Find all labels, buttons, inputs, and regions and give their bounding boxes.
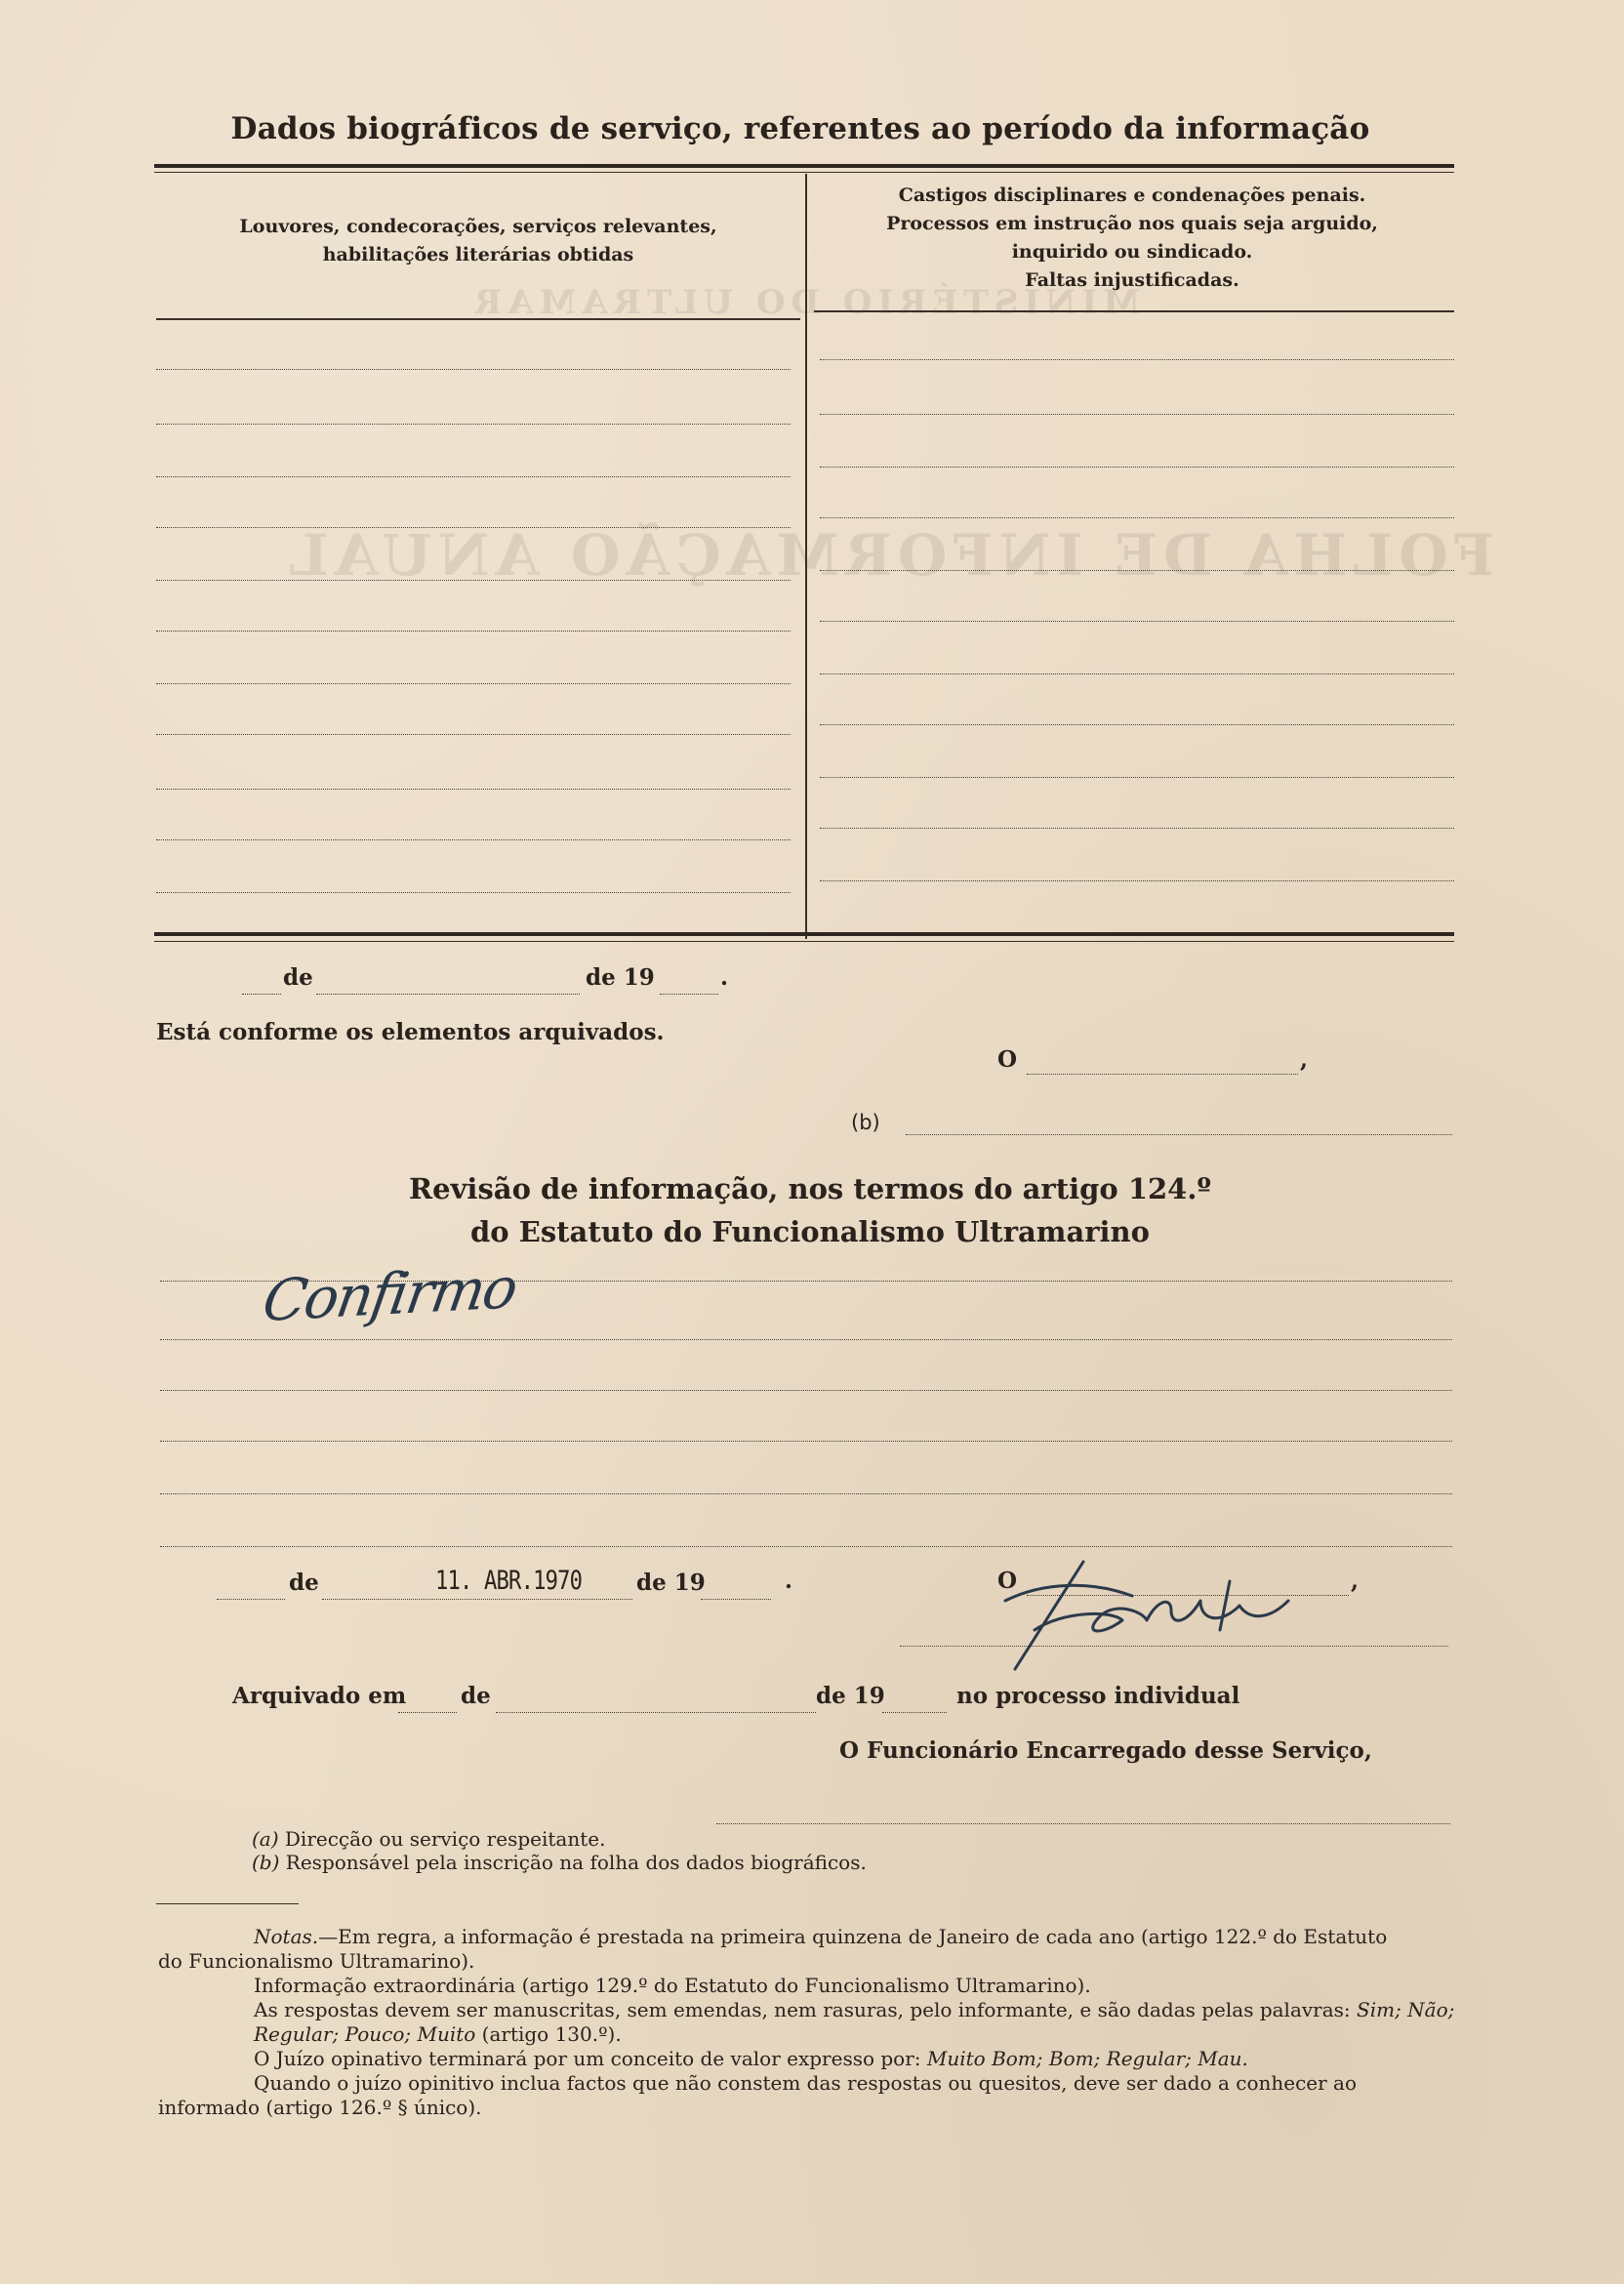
responsible-field[interactable]: [906, 1134, 1452, 1135]
de-19-label: de 19: [586, 964, 655, 991]
day-field-2[interactable]: [217, 1599, 285, 1600]
title-rule: [154, 164, 1454, 168]
de-label: de: [283, 964, 313, 991]
conforme-text: Está conforme os elementos arquivados.: [156, 1019, 665, 1045]
right-column-header: Castigos disciplinares e condenações penais. Processos em instrução nos quais seja arguido, inquirido ou sindicado. Faltas injustificadas.: [886, 184, 1378, 291]
signatory-prefix-1: O: [997, 1046, 1018, 1073]
year-field-1[interactable]: [660, 994, 718, 995]
comma: ,: [1300, 1046, 1309, 1073]
revision-title: Revisão de informação, nos termos do artigo 124.º do Estatuto do Funcionalismo Ultramarino: [409, 1172, 1211, 1248]
archive-month-field[interactable]: [496, 1712, 816, 1713]
period-2: .: [785, 1568, 793, 1594]
de-19-label-2: de 19: [636, 1570, 706, 1596]
right-entry-line[interactable]: [820, 621, 1454, 622]
notes-block: Notas.—Em regra, a informação é prestada na primeira quinzena de Janeiro de cada ano (artigo 122.º do Estatuto do Funcionalismo Ultramarino). Informação extraordinária (artigo 129.º do Estatuto do Funcionalismo Ultramarino). As respostas devem ser manuscritas, sem emendas, nem rasuras, pelo informante, e são dadas pelas palavras: Sim; Não; Regular; Pouco; Muito (artigo 130.º). O Juízo opinativo terminará por um conceito de valor expresso por: Muito Bom; Bom; Regular; Mau. Quando o juízo opinitivo inclua factos que não constem das respostas ou quesitos, deve ser dado a conhecer ao informado (artigo 126.º § único).: [158, 1925, 1455, 2119]
revision-entry-line[interactable]: [160, 1339, 1452, 1340]
left-entry-line[interactable]: [156, 369, 791, 370]
left-header-rule: [156, 318, 800, 320]
left-entry-line[interactable]: [156, 683, 791, 684]
left-entry-line[interactable]: [156, 527, 791, 528]
footnote-a: (a) Direcção ou serviço respeitante.: [252, 1827, 606, 1851]
right-entry-line[interactable]: [820, 777, 1454, 778]
right-entry-line[interactable]: [820, 359, 1454, 360]
comma-2: ,: [1351, 1568, 1360, 1594]
right-entry-line[interactable]: [820, 517, 1454, 518]
period: .: [720, 964, 729, 991]
marker-b: (b): [851, 1111, 880, 1134]
left-entry-line[interactable]: [156, 424, 791, 425]
table-bottom-rule: [154, 932, 1454, 936]
de-label-2: de: [289, 1570, 319, 1596]
funcionario-signature-line[interactable]: [716, 1823, 1450, 1824]
signatory-field-1[interactable]: [1027, 1074, 1298, 1075]
show-through-text: FOLHA DE INFORMAÇÃO ANUAL: [283, 522, 1494, 589]
right-entry-line[interactable]: [820, 414, 1454, 415]
revision-entry-line[interactable]: [160, 1441, 1452, 1442]
left-entry-line[interactable]: [156, 892, 791, 893]
left-entry-line[interactable]: [156, 631, 791, 632]
signatory-prefix-2: O: [997, 1568, 1018, 1594]
handwritten-confirmo: Confirmo: [258, 1253, 521, 1335]
year-field-2[interactable]: [701, 1599, 771, 1600]
table-bottom-rule-thin: [154, 941, 1454, 942]
left-entry-line[interactable]: [156, 580, 791, 581]
right-header-rule: [814, 310, 1454, 312]
column-divider: [805, 174, 807, 939]
archive-de-19: de 19: [816, 1683, 885, 1709]
show-through-text: MINISTÉRIO DO ULTRAMAR: [468, 283, 1140, 322]
right-entry-line[interactable]: [820, 673, 1454, 674]
footnote-b: (b) Responsável pela inscrição na folha dos dados biográficos.: [252, 1851, 867, 1874]
archive-day-field[interactable]: [398, 1712, 457, 1713]
left-entry-line[interactable]: [156, 789, 791, 790]
day-field-1[interactable]: [242, 994, 281, 995]
month-field-2[interactable]: [322, 1599, 632, 1600]
month-field-1[interactable]: [316, 994, 580, 995]
archive-year-field[interactable]: [882, 1712, 947, 1713]
archive-suffix: no processo individual: [956, 1683, 1240, 1709]
left-entry-line[interactable]: [156, 734, 791, 735]
left-entry-line[interactable]: [156, 476, 791, 477]
right-entry-line[interactable]: [820, 724, 1454, 725]
archive-label: Arquivado em: [232, 1683, 407, 1709]
right-entry-line[interactable]: [820, 880, 1454, 881]
funcionario-label: O Funcionário Encarregado desse Serviço,: [839, 1737, 1372, 1764]
right-entry-line[interactable]: [820, 467, 1454, 468]
left-entry-line[interactable]: [156, 839, 791, 840]
right-entry-line[interactable]: [820, 828, 1454, 829]
right-entry-line[interactable]: [820, 570, 1454, 571]
revision-entry-line[interactable]: [160, 1493, 1452, 1494]
archive-de-1: de: [461, 1683, 491, 1709]
stamp-date: 11. ABR.1970: [435, 1566, 583, 1596]
notes-label: Notas.: [254, 1925, 319, 1948]
title-rule-thin: [154, 172, 1454, 173]
page-title: Dados biográficos de serviço, referentes ao período da informação: [230, 111, 1370, 146]
left-column-header: Louvores, condecorações, serviços relevantes, habilitações literárias obtidas: [239, 216, 717, 265]
signature: [976, 1542, 1347, 1679]
footnote-separator: [156, 1903, 299, 1904]
revision-entry-line[interactable]: [160, 1390, 1452, 1391]
